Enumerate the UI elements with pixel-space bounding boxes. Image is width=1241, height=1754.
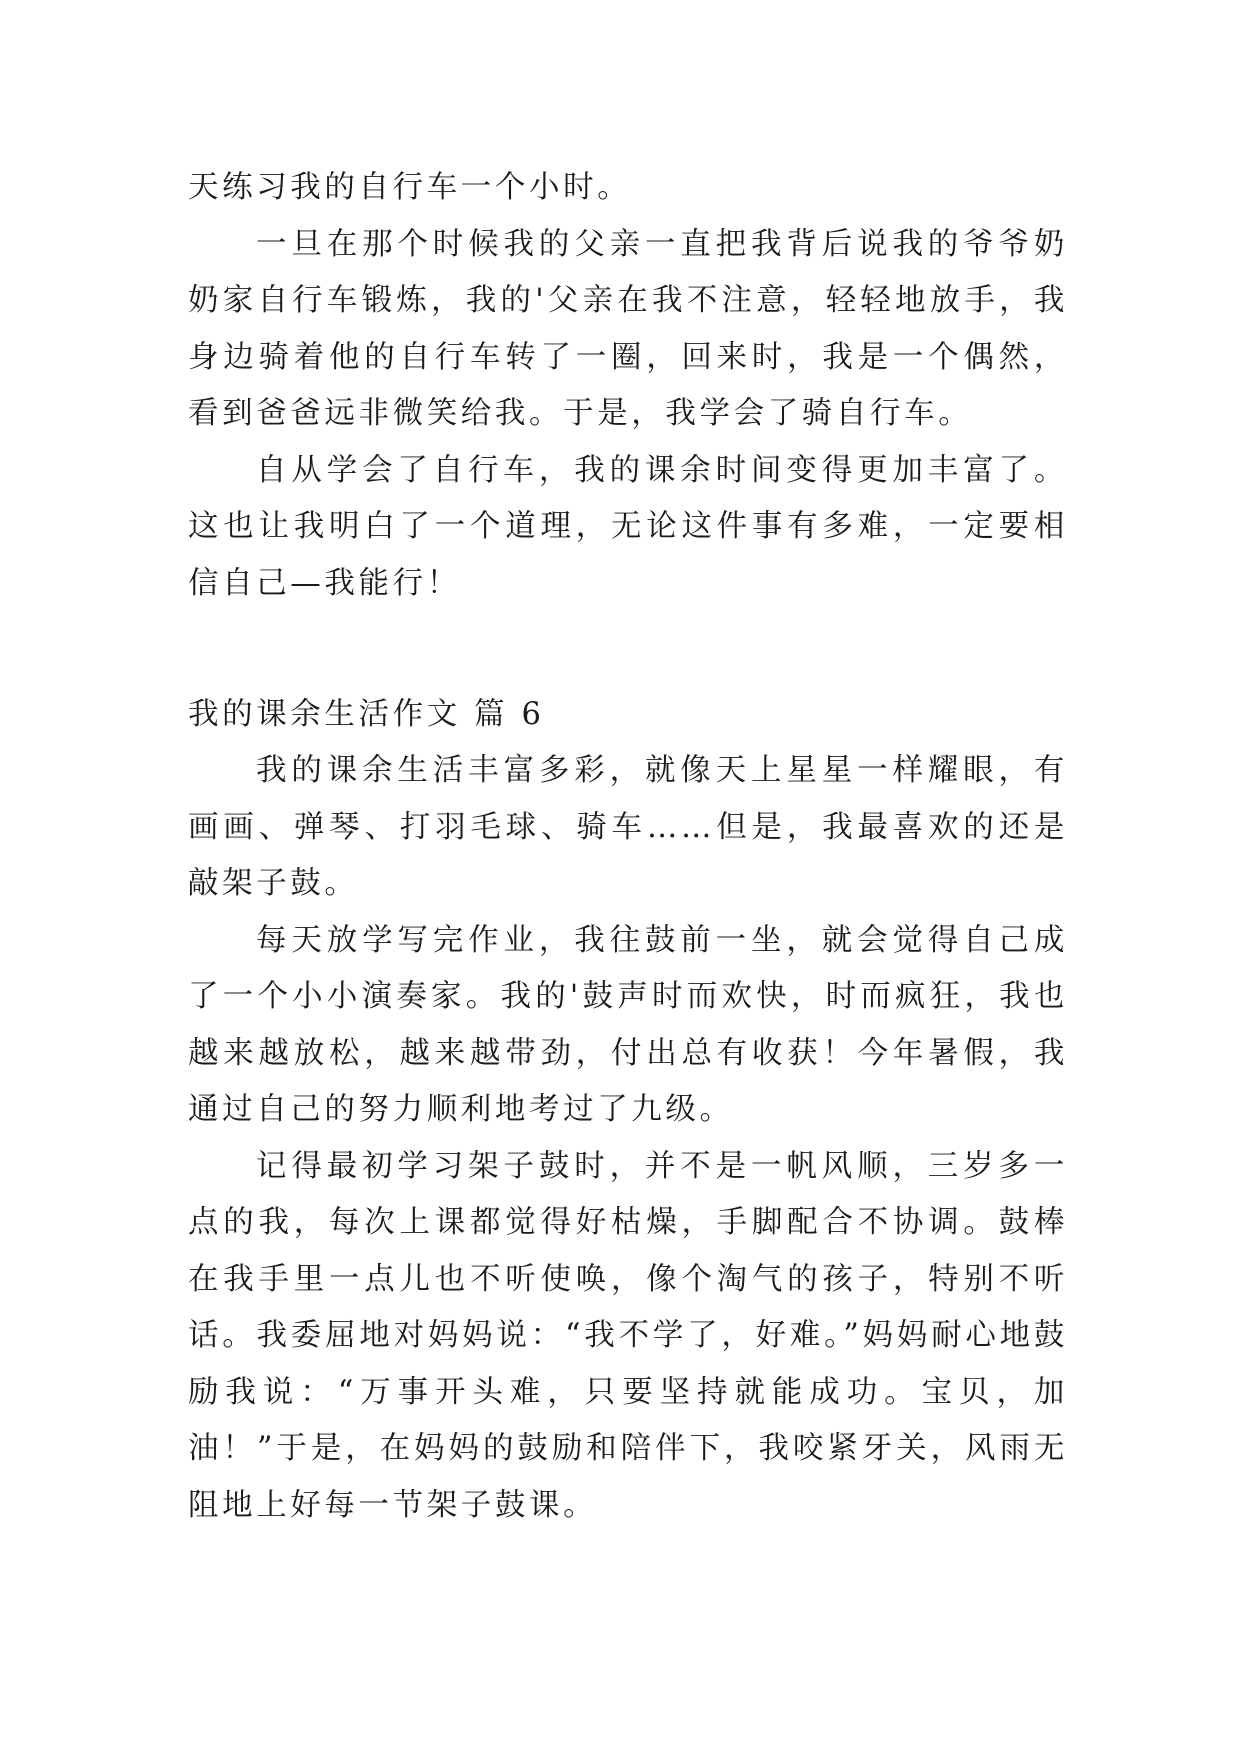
paragraph: 每天放学写完作业，我往鼓前一坐，就会觉得自己成了一个小小演奏家。我的'鼓声时而欢快，时而疯狂，我也越来越放松，越来越带劲，付出总有收获！今年暑假，我通过自己的努力顺利地考过了九级。: [188, 922, 1068, 1127]
paragraph: 自从学会了自行车，我的课余时间变得更加丰富了。这也让我明白了一个道理，无论这件事有多难，一定要相信自己—我能行！: [188, 452, 1068, 601]
paragraph-continuation: 天练习我的自行车一个小时。: [188, 170, 632, 205]
essay-section-1: [188, 160, 1068, 612]
paragraph: 我的课余生活丰富多彩，就像天上星星一样耀眼，有画画、弹琴、打羽毛球、骑车……但是，我最喜欢的还是敲架子鼓。: [188, 753, 1068, 901]
paragraph: 一旦在那个时候我的父亲一直把我背后说我的爷爷奶奶家自行车锻炼，我的'父亲在我不注意，轻轻地放手，我身边骑着他的自行车转了一圈，回来时，我是一个偶然，看到爸爸远非微笑给我。于是，我学会了骑自行车。: [188, 226, 1068, 431]
essay-section-2: [188, 743, 1068, 1534]
section-heading: 我的课余生活作文 篇 6: [188, 697, 545, 732]
paragraph: 记得最初学习架子鼓时，并不是一帆风顺，三岁多一点的我，每次上课都觉得好枯燥，手脚配合不协调。鼓棒在我手里一点儿也不听使唤，像个淘气的孩子，特别不听话。我委屈地对妈妈说：“我不学了，好难。”妈妈耐心地鼓励我说：“万事开头难，只要坚持就能成功。宝贝，加油！”于是，在妈妈的鼓励和陪伴下，我咬紧牙关，风雨无阻地上好每一节架子鼓课。: [188, 1148, 1068, 1523]
